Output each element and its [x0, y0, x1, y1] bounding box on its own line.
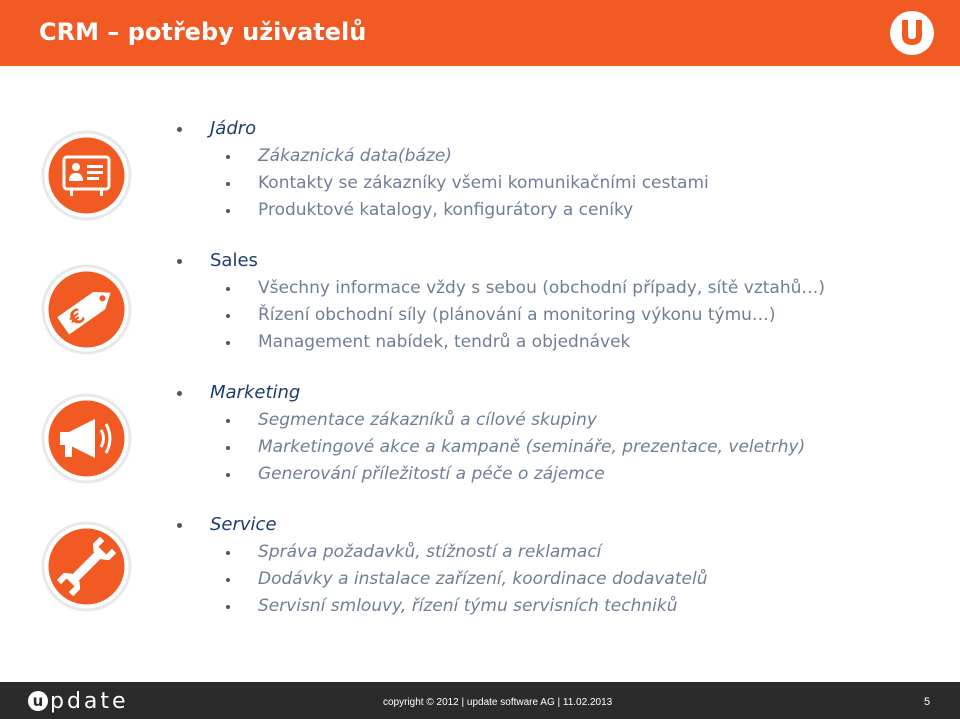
bullet: [226, 155, 230, 159]
bullet: [226, 341, 230, 345]
footer-logo: [28, 690, 129, 712]
bullet: [226, 605, 230, 609]
megaphone-icon: [40, 392, 133, 485]
bullet: [226, 551, 230, 555]
list-item: Management nabídek, tendrů a objednávek: [258, 332, 631, 352]
list-item: Produktové katalogy, konfigurátory a ceníky: [258, 200, 634, 220]
bullet: [226, 209, 230, 213]
page-title: CRM – potřeby uživatelů: [39, 18, 367, 46]
list-item: Segmentace zákazníků a cílové skupiny: [258, 410, 597, 430]
update-logo-icon: [889, 10, 935, 56]
business-card-icon: [40, 129, 133, 222]
bullet: [226, 314, 230, 318]
list-item: Generování příležitostí a péče o zájemce: [258, 464, 605, 484]
list-item: Servisní smlouvy, řízení týmu servisních techniků: [258, 596, 678, 616]
wrench-icon: [40, 520, 133, 613]
update-logo-u-icon: u: [28, 691, 48, 711]
euro-tag-icon: [40, 263, 133, 356]
section-title-service: Service: [210, 514, 277, 535]
bullet: [226, 578, 230, 582]
footer-logo-text: pdate: [50, 688, 129, 714]
bullet: [177, 391, 182, 396]
bullet: [226, 473, 230, 477]
list-item: Řízení obchodní síly (plánování a monitoring výkonu týmu…): [258, 305, 776, 325]
list-item: Marketingové akce a kampaně (semináře, prezentace, veletrhy): [258, 437, 806, 457]
section-title-marketing: Marketing: [210, 382, 301, 403]
section-title-jadro: Jádro: [210, 118, 257, 139]
bullet: [177, 523, 182, 528]
bullet: [226, 182, 230, 186]
list-item: Správa požadavků, stížností a reklamací: [258, 542, 602, 562]
copyright-text: copyright © 2012 | update software AG | 11.02.2013: [383, 697, 613, 708]
list-item: Všechny informace vždy s sebou (obchodní případy, sítě vztahů…): [258, 278, 826, 298]
bullet: [226, 419, 230, 423]
bullet: [177, 259, 182, 264]
section-title-sales: Sales: [210, 250, 258, 271]
list-item: Dodávky a instalace zařízení, koordinace dodavatelů: [258, 569, 708, 589]
bullet: [226, 287, 230, 291]
bullet: [177, 127, 182, 132]
svg-text:€: €: [63, 303, 90, 331]
bullet: [226, 446, 230, 450]
list-item: Kontakty se zákazníky všemi komunikačními cestami: [258, 173, 709, 193]
list-item: Zákaznická data(báze): [258, 146, 452, 166]
page-number: 5: [924, 696, 931, 708]
